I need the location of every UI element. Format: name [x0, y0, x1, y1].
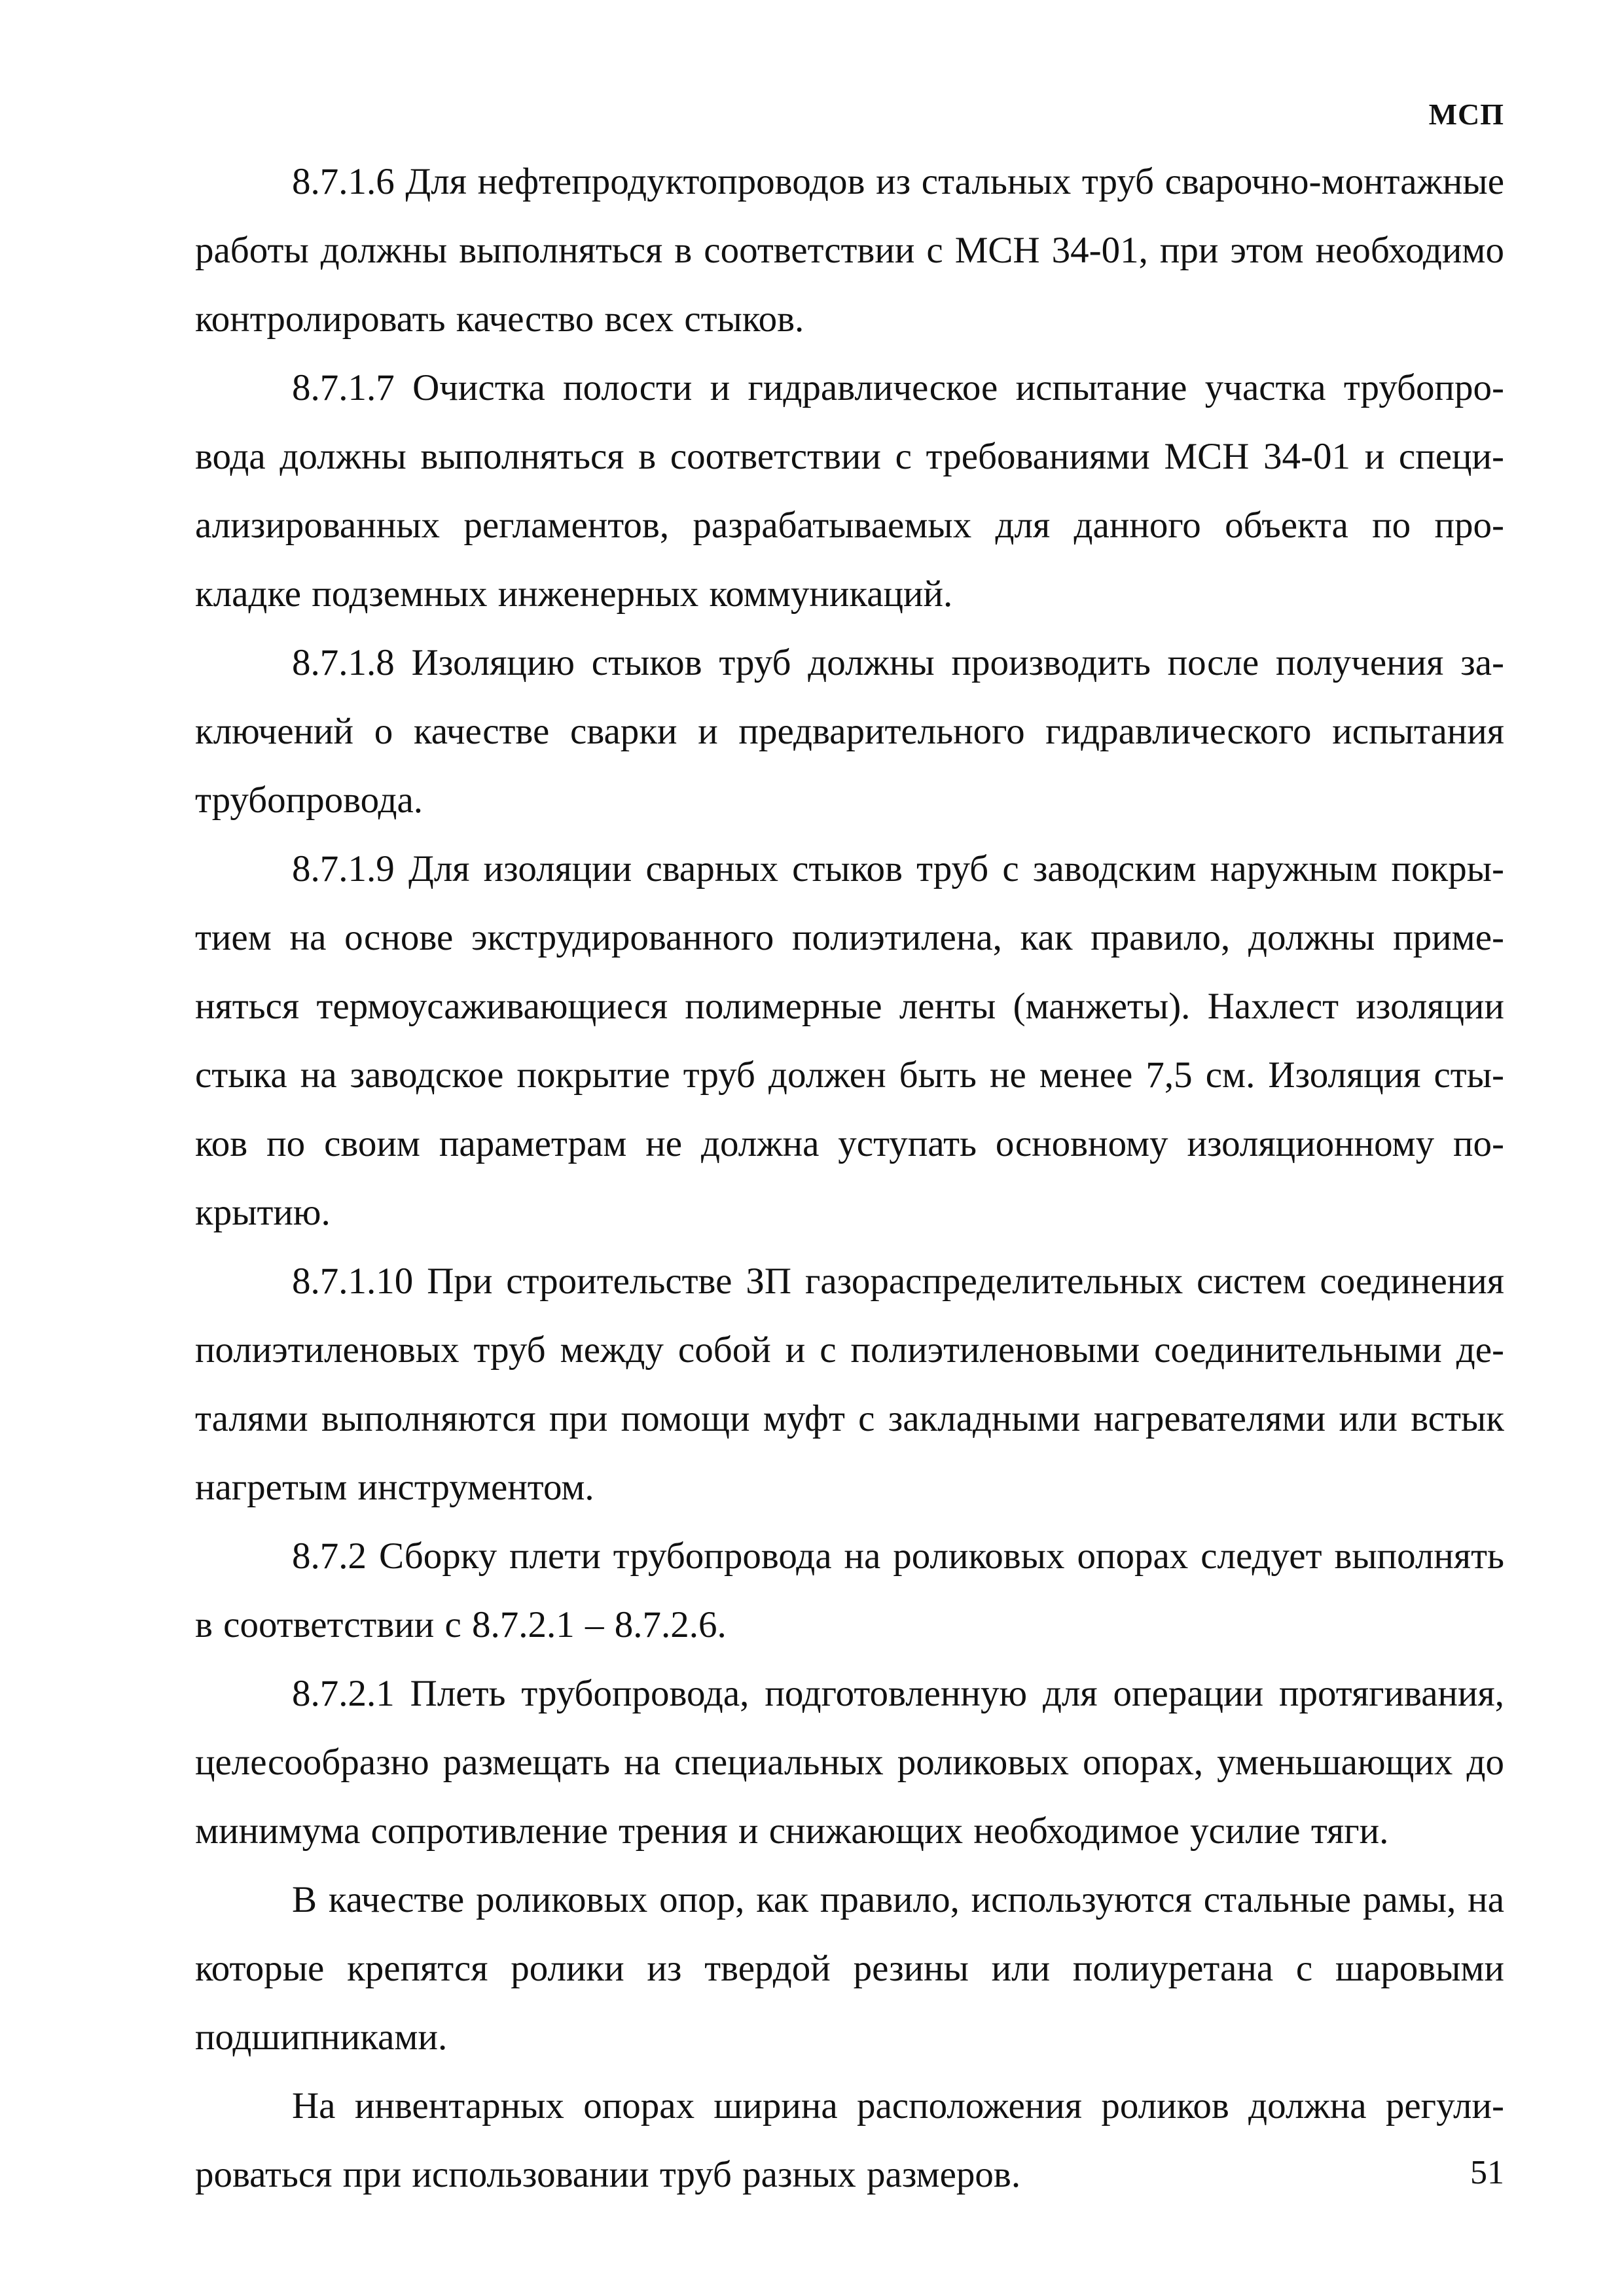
clause-number: 8.7.1.9	[292, 848, 395, 889]
paragraph	[195, 147, 1504, 353]
page-number: 51	[1470, 2154, 1504, 2191]
paragraph	[195, 834, 1504, 1247]
paragraph-text: Сборку плети трубопровода на роликовых опорах следует выполнять в соответствии с 8.7.2.1 – 8.7.2.6.	[195, 1535, 1504, 1645]
paragraph-text: Для нефтепродуктопроводов из стальных труб сварочно-монтажные работы должны выполняться в соответствии с МСН 34-01, при этом необходимо контролировать качество всех стыков.	[195, 161, 1504, 340]
paragraph-text: Плеть трубопровода, подготовленную для операции протягивания, целесообразно размещать на специальных роликовых опорах, уменьшающих до минимума сопротивление трения и снижающих необходимое усилие тяги.	[195, 1673, 1504, 1852]
paragraph-text: На инвентарных опорах ширина расположения роликов должна регулироваться при использовании труб разных размеров.	[195, 2085, 1504, 2195]
paragraph-text: Для изоляции сварных стыков труб с заводским наружным покрытием на основе экструдированного полиэтилена, как правило, должны применяться термоусаживающиеся полимерные ленты (манжеты). Нахлест изоляции стыка на заводское покрытие труб должен быть не менее 7,5 см. Изоляция стыков по своим параметрам не должна уступать основному изоляционному покрытию.	[195, 848, 1504, 1233]
paragraph	[195, 1522, 1504, 1659]
paragraph-text: Изоляцию стыков труб должны производить после получения заключений о качестве сварки и предварительного гидравлического испытания трубопровода.	[195, 642, 1505, 821]
clause-number: 8.7.2	[292, 1535, 367, 1577]
document-body	[195, 147, 1504, 2209]
paragraph	[195, 1247, 1504, 1522]
document-header-label: МСП	[1428, 98, 1504, 131]
clause-number: 8.7.1.10	[292, 1261, 414, 1302]
paragraph	[195, 353, 1504, 628]
paragraph-text: При строительстве ЗП газораспределительных систем соединения полиэтиленовых труб между собой и с полиэтиленовыми соединительными деталями выполняются при помощи муфт с закладными нагревателями или встык нагретым инструментом.	[195, 1261, 1505, 1508]
paragraph-text: Очистка полости и гидравлическое испытание участка трубопровода должны выполняться в соответствии с требованиями МСН 34-01 и специализированных регламентов, разрабатываемых для данного объекта по прокладке подземных инженерных коммуникаций.	[195, 367, 1504, 615]
paragraph	[195, 628, 1504, 834]
clause-number: 8.7.2.1	[292, 1673, 395, 1714]
clause-number: 8.7.1.6	[292, 161, 395, 202]
clause-number: 8.7.1.7	[292, 367, 395, 408]
paragraph	[195, 2072, 1504, 2209]
paragraph	[195, 1865, 1504, 2072]
paragraph	[195, 1659, 1504, 1865]
paragraph-text: В качестве роликовых опор, как правило, используются стальные рамы, на которые крепятся ролики из твердой резины или полиуретана с шаровыми подшипниками.	[195, 1879, 1504, 2058]
clause-number: 8.7.1.8	[292, 642, 395, 683]
